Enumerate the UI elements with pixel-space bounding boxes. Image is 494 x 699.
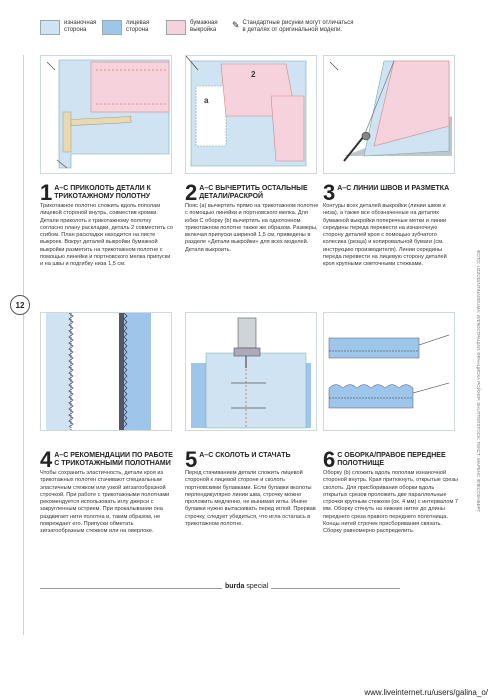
- step-1: [40, 180, 175, 269]
- step-title: А–С ПРИКОЛОТЬ ДЕТАЛИ К ТРИКОТАЖНОМУ ПОЛОТНУ: [54, 185, 151, 200]
- legend-note: [232, 20, 353, 34]
- legend-item-wrong-side: [40, 20, 96, 35]
- legend-label: бумажная выкройка: [190, 20, 218, 33]
- illustration-step-6: [323, 312, 455, 431]
- side-credit-text: ФОТО: UZZOGINTINADEUMA; ИЛЛЮСТРАЦИИ: ФРАНЦИСКА РОЙХЕР; SHUTTERSTOCK; ТЕКСТ: МАРЕНС ФЛЕССЕНБЕРГ: [476, 250, 481, 513]
- legend-swatch: [102, 20, 122, 35]
- legend: [40, 20, 480, 42]
- margin-line: [23, 55, 24, 635]
- step-title: А–С ВЫЧЕРТИТЬ ОСТАЛЬНЫЕ ДЕТАЛИ/РАСКРОЙ: [199, 185, 308, 200]
- legend-swatch: [40, 20, 60, 35]
- label-a: а: [204, 96, 209, 105]
- step-title: С ОБОРКА/ПРАВОЕ ПЕРЕДНЕЕ ПОЛОТНИЩЕ: [337, 452, 446, 467]
- step-title: А–С РЕКОМЕНДАЦИИ ПО РАБОТЕ С ТРИКОТАЖНЫМИ ПОЛОТНАМИ: [54, 452, 173, 467]
- illustration-step-4: [40, 312, 172, 431]
- page-number: 12: [10, 295, 30, 315]
- step-number: 3: [323, 180, 336, 205]
- step-body: Чтобы сохранить эластичность, детали кроя из трикотажных полотен стачивают специальным эластичным стежком или узкой зигзагообразной строчкой. При работе с трикотажными полотнами рекомендуется использовать иглу джерси с закругленным острием. При прокалывании она раздвигает нити полотна и, таким образом, не повреждает его. Припуски обметать зигзагообразным стежком или на оверлоке.: [40, 470, 170, 535]
- side-credit: [476, 250, 486, 513]
- step-number: 6: [323, 447, 336, 472]
- step-body: Оборку (b) сложить вдоль пополам изнаночной стороной внутрь. Края притюкнуть, открытые срезы сколоть. Для присборивания оборки вдоль открытых срезов проложить две параллельные строчки крупным стежком (ок. 4 мм) с интервалом 7 мм. Оборку стянуть на нижних нитях до длины переднего среза правого переднего полотнища. Концы нитей строчек присборивания связать. Сборку равномерно распределить.: [323, 470, 458, 535]
- step-4: [40, 447, 175, 536]
- brand-bold: burda: [225, 583, 245, 590]
- legend-item-right-side: [102, 20, 149, 35]
- step-5: [185, 447, 320, 528]
- legend-label: лицевая сторона: [126, 20, 150, 33]
- step-number: 5: [185, 447, 198, 472]
- illustration-step-2: [185, 55, 317, 174]
- legend-label: изнаночная сторона: [64, 20, 97, 33]
- illustration-step-3: [323, 55, 455, 174]
- footer-line: [40, 588, 400, 589]
- step-body: Контуры всех деталей выкройки (линии швов и низа), а также все обозначенные на деталях бумажной выкройки поперечные метки и линии середины переда перевести на изнаночную сторону деталей кроя с помощью зубчатого колесика (резца) и копировальной бумаги (см. инструкцию производителя). Линии середины переда перевести на лицевую сторону деталей кроя крупными сметочными стежками.: [323, 203, 447, 268]
- watermark-url: www.liveinternet.ru/users/galina_o/: [364, 688, 488, 697]
- legend-swatch: [166, 20, 186, 35]
- step-6: [323, 447, 458, 536]
- step-2: [185, 180, 320, 254]
- step-body: Пояс (а) вычертить прямо на трикотажном полотне с помощью линейки и портновского мелка. Для юбки С оборку (b) вычертить на однотонном трикотажном полотне также же образом. Размеры, включая припуски шириной 1,5 см, приведены в разделе «Детали выкройки» для всех моделей. Детали выкроить.: [185, 203, 319, 253]
- step-title: А–С СКОЛОТЬ И СТАЧАТЬ: [199, 452, 291, 459]
- illustration-step-1: [40, 55, 172, 174]
- footer-brand: [222, 583, 271, 590]
- label-2: 2: [251, 70, 256, 79]
- legend-item-paper-pattern: [166, 20, 218, 35]
- pin-icon: ✎: [232, 20, 240, 30]
- step-title: А–С ЛИНИИ ШВОВ И РАЗМЕТКА: [337, 185, 450, 192]
- legend-note-text: Стандартные рисунки могут отличаться в деталях от оригинальной модели.: [242, 20, 354, 33]
- step-3: [323, 180, 458, 269]
- step-number: 4: [40, 447, 53, 472]
- step-body: Трикотажное полотно сложить вдоль пополам лицевой стороной внутрь, совместив кромки. Детали приколоть к трикотажному полотну согласно плану раскладки, деталь 2 совместить со сгибом. План раскладки находится на листе выкроек. Вокруг деталей выкройки бумажной выкройки разметить на трикотажном полотне с помощью линейки и портновского мелка припуски и на швы и подгибку низа 1,5 см.: [40, 203, 174, 268]
- brand-rest: special: [246, 583, 269, 590]
- step-number: 1: [40, 180, 53, 205]
- step-number: 2: [185, 180, 198, 205]
- step-body: Перед стачиванием детали сложить лицевой стороной к лицевой стороне и сколоть портновскими булавками. Если булавки вколоты перпендикулярно линии шва, строчку можно проложить медленно, не вынимая иглы. Иначе булавки нужно вытаскивать перед иглой. Прервав строчку, следует убедиться, что игла осталась в трикотажном полотне.: [185, 470, 316, 528]
- illustration-step-5: [185, 312, 317, 431]
